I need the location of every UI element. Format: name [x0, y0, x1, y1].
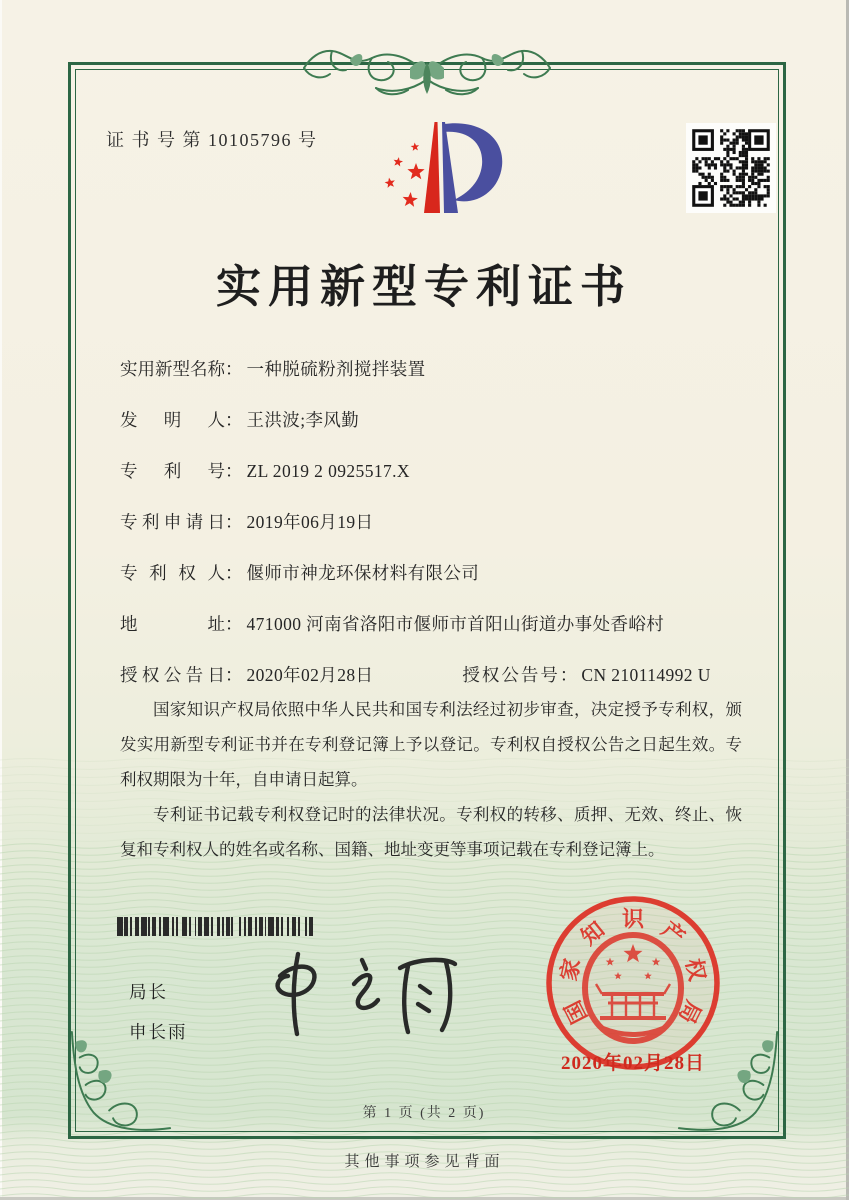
top-flourish-ornament: [292, 38, 562, 102]
svg-text:识: 识: [621, 906, 645, 932]
field-value: 2019年06月19日: [246, 512, 374, 532]
field-colon: ：: [225, 614, 243, 634]
officer-name: 申长雨: [129, 1022, 188, 1042]
field-colon: ：: [225, 563, 243, 583]
page-number: 第 1 页 (共 2 页): [362, 1106, 486, 1121]
back-note: 其他事项参见背面: [344, 1154, 505, 1170]
svg-text:权: 权: [681, 956, 711, 984]
grant-date-group: [120, 658, 458, 692]
field-row-patentee: [120, 556, 740, 590]
field-row-inventor: [120, 403, 740, 437]
grant-no-group: [458, 665, 711, 685]
field-label: 发明人: [120, 410, 225, 430]
field-label: 地址: [120, 614, 225, 634]
svg-text:家: 家: [555, 956, 585, 984]
field-label: 专利号: [120, 461, 225, 481]
certificate-number: 证 书 号 第 10105796 号: [106, 130, 318, 150]
field-value: 2020年02月28日: [246, 665, 374, 685]
legal-paragraph-1: 国家知识产权局依照中华人民共和国专利法经过初步审查，决定授予专利权，颁发实用新型专利证书并在专利登记簿上予以登记。专利权自授权公告之日起生效。专利权期限为十年，自申请日起算。: [120, 700, 742, 789]
officer-block: [129, 972, 188, 1052]
field-colon: ：: [559, 665, 578, 685]
field-label: 专利申请日: [120, 512, 225, 532]
field-value: 471000 河南省洛阳市偃师市首阳山街道办事处香峪村: [246, 614, 665, 634]
field-value: 偃师市神龙环保材料有限公司: [246, 563, 480, 583]
certificate-title: 实用新型专利证书: [215, 262, 632, 312]
barcode: [117, 917, 314, 936]
field-label: 授权公告日: [120, 665, 225, 685]
field-colon: ：: [225, 359, 243, 379]
officer-title: 局长: [129, 982, 168, 1002]
field-row-address: [120, 607, 740, 641]
legal-paragraph-2: 专利证书记载专利权登记时的法律状况。专利权的转移、质押、无效、终止、恢复和专利权人的姓名或名称、国籍、地址变更等事项记载在专利登记簿上。: [120, 805, 742, 859]
logo-stars-icon: [385, 143, 425, 207]
field-value: 一种脱硫粉剂搅拌装置: [246, 359, 426, 379]
field-row-filing-date: [120, 505, 740, 539]
field-colon: ：: [225, 410, 243, 430]
svg-text:国: 国: [559, 996, 593, 1028]
svg-text:知: 知: [576, 916, 610, 950]
field-label: 专利权人: [120, 563, 225, 583]
certificate-fields: [120, 352, 740, 709]
legal-paragraphs: [120, 692, 742, 867]
officer-signature: [250, 946, 465, 1048]
field-colon: ：: [225, 512, 243, 532]
field-row-grant: [120, 658, 740, 692]
seal-date: 2020年02月28日: [560, 1053, 705, 1074]
field-value: ZL 2019 2 0925517.X: [246, 461, 410, 481]
svg-text:局: 局: [673, 996, 707, 1028]
logo-red-wedge: [424, 122, 440, 213]
field-value: CN 210114992 U: [581, 665, 711, 685]
barcode-space: [313, 917, 315, 936]
field-row-name: [120, 352, 740, 386]
svg-text:产: 产: [656, 916, 690, 950]
field-colon: ：: [225, 665, 243, 685]
field-value: 王洪波;李风勤: [246, 410, 360, 430]
qr-code: [686, 123, 776, 213]
field-row-patent-no: [120, 454, 740, 488]
cnipa-logo: [358, 110, 538, 235]
field-colon: ：: [225, 461, 243, 481]
field-label: 实用新型名称: [120, 359, 225, 379]
field-label: 授权公告号: [462, 665, 560, 685]
